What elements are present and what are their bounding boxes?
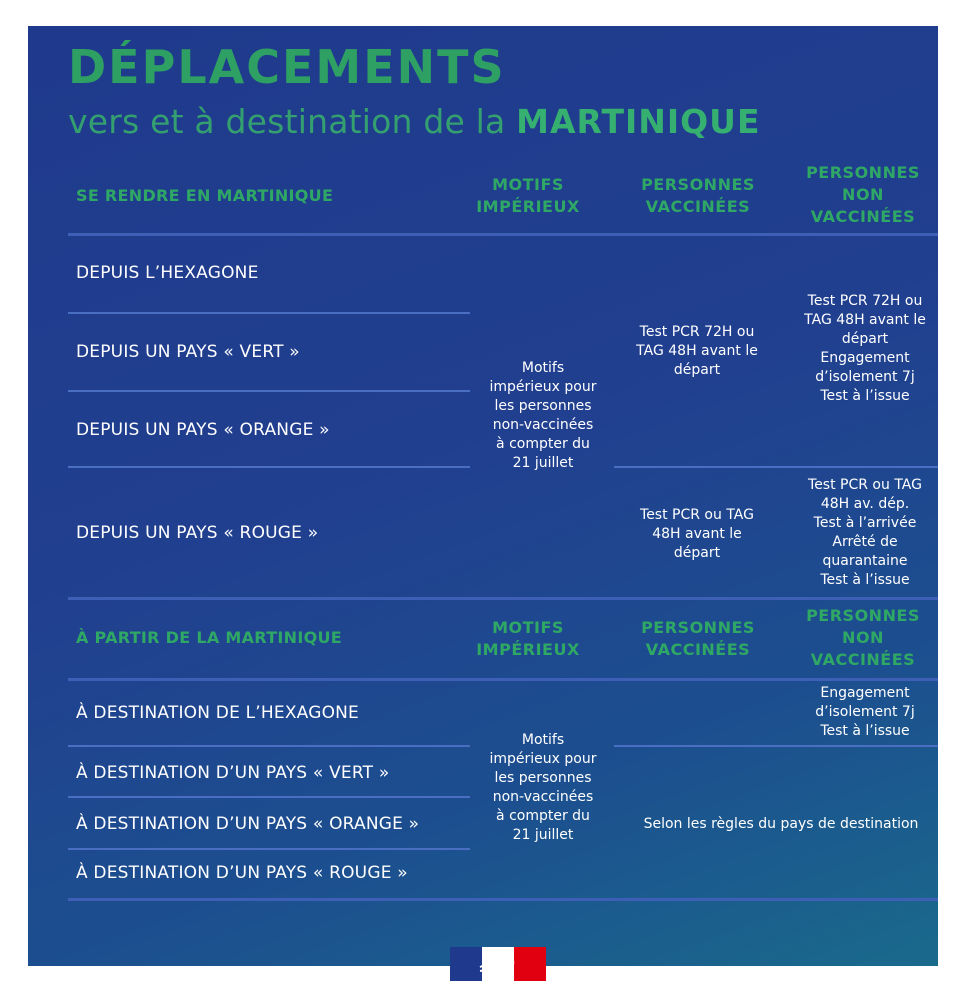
section2-nonvacc-hexagone-cell (790, 684, 940, 741)
section2-col-vacc-line1: PERSONNES (641, 618, 755, 637)
subtitle-emphasis: MARTINIQUE (516, 102, 761, 141)
cell-line: quarantaine (822, 553, 908, 569)
cell-line: Test à l’issue (820, 572, 910, 588)
cell-line: Motifs (521, 732, 565, 748)
subtitle-prefix: vers et à destination de la (68, 102, 517, 141)
section2-col-nonvacc-line1: PERSONNES (806, 606, 920, 625)
row-divider (68, 745, 470, 747)
flag-blue-band (450, 947, 482, 981)
section1-col-nonvacc-line1: PERSONNES (806, 163, 920, 182)
cell-line: 21 juillet (512, 827, 574, 843)
cell-line: départ (673, 362, 721, 378)
section1-col-nonvacc-line3: VACCINÉES (810, 207, 916, 226)
cell-line: à compter du (496, 808, 590, 824)
section1-vacc-red-cell (622, 506, 772, 563)
row-divider (68, 390, 470, 392)
cell-line: Engagement (820, 350, 910, 366)
flag-red-band (514, 947, 546, 981)
row-depuis-vert: DEPUIS UN PAYS « VERT » (76, 342, 300, 362)
section2-col-nonvacc-line3: VACCINÉES (810, 650, 916, 669)
cell-line: Engagement (820, 685, 910, 701)
row-destination-vert: À DESTINATION D’UN PAYS « VERT » (76, 763, 390, 783)
page-title: DÉPLACEMENTS (68, 40, 506, 94)
cell-line: Test PCR 72H ou (639, 324, 755, 340)
table-bottom-divider (68, 898, 938, 901)
section1-heading: SE RENDRE EN MARTINIQUE (76, 186, 334, 205)
poster (28, 26, 938, 966)
section2-header-divider (68, 678, 938, 681)
section1-vacc-green-cell (622, 323, 772, 380)
section2-col-vaccinated (628, 617, 768, 661)
section1-col-vaccinated (628, 174, 768, 218)
cell-line: à compter du (496, 436, 590, 452)
cell-line: TAG 48H avant le (636, 343, 758, 359)
row-destination-hexagone: À DESTINATION DE L’HEXAGONE (76, 703, 360, 723)
row-destination-rouge: À DESTINATION D’UN PAYS « ROUGE » (76, 863, 408, 883)
cell-line: Motifs (521, 360, 565, 376)
row-divider (68, 848, 470, 850)
page-subtitle (68, 102, 761, 141)
cell-line: d’isolement 7j (815, 704, 915, 720)
row-depuis-rouge: DEPUIS UN PAYS « ROUGE » (76, 523, 319, 543)
cell-line: les personnes (494, 398, 592, 414)
section2-col-motifs-line2: IMPÉRIEUX (476, 640, 580, 659)
cell-line: départ (673, 545, 721, 561)
section2-col-motifs (468, 617, 588, 661)
section-divider (68, 597, 938, 600)
cell-line: impérieux pour (489, 379, 597, 395)
section1-nonvacc-red-cell (790, 476, 940, 590)
row-divider (68, 796, 470, 798)
cell-line: Test à l’issue (820, 388, 910, 404)
row-divider (68, 466, 470, 468)
cell-line: les personnes (494, 770, 592, 786)
cell-line: 21 juillet (512, 455, 574, 471)
section1-col-motifs-line2: IMPÉRIEUX (476, 197, 580, 216)
row-divider (614, 466, 938, 468)
cell-line: impérieux pour (489, 751, 597, 767)
cell-line: d’isolement 7j (815, 369, 915, 385)
section2-col-vacc-line2: VACCINÉES (645, 640, 751, 659)
section1-col-vacc-line2: VACCINÉES (645, 197, 751, 216)
row-divider (614, 745, 938, 747)
section1-col-motifs-line1: MOTIFS (492, 175, 564, 194)
cell-line: non-vaccinées (492, 417, 594, 433)
row-divider (68, 312, 470, 314)
cell-line: Test PCR 72H ou (807, 293, 923, 309)
section1-col-nonvacc-line2: NON (842, 185, 884, 204)
section2-motifs-cell (473, 731, 613, 845)
cell-line: Test PCR ou TAG (640, 507, 754, 523)
row-destination-orange: À DESTINATION D’UN PAYS « ORANGE » (76, 814, 420, 834)
section2-col-nonvacc-line2: NON (842, 628, 884, 647)
section2-col-motifs-line1: MOTIFS (492, 618, 564, 637)
cell-line: Test PCR ou TAG (808, 477, 922, 493)
section2-rules-cell: Selon les règles du pays de destination (643, 816, 919, 832)
cell-line: Test à l’arrivée (813, 515, 917, 531)
cell-line: 48H av. dép. (820, 496, 910, 512)
cell-line: non-vaccinées (492, 789, 594, 805)
section1-col-vacc-line1: PERSONNES (641, 175, 755, 194)
cell-line: Arrêté de (832, 534, 898, 550)
section1-nonvacc-green-cell (790, 292, 940, 406)
section1-header-divider (68, 233, 938, 236)
cell-line: 48H avant le (652, 526, 742, 542)
section1-col-motifs (468, 174, 588, 218)
section1-motifs-cell (473, 359, 613, 473)
section2-col-nonvaccinated (793, 605, 933, 671)
section2-heading: À PARTIR DE LA MARTINIQUE (76, 628, 343, 647)
row-depuis-hexagone: DEPUIS L’HEXAGONE (76, 263, 259, 283)
cell-line: TAG 48H avant le (804, 312, 926, 328)
section1-col-nonvaccinated (793, 162, 933, 228)
marianne-logo (450, 947, 546, 981)
cell-line: Test à l’issue (820, 723, 910, 739)
row-depuis-orange: DEPUIS UN PAYS « ORANGE » (76, 420, 330, 440)
cell-line: départ (841, 331, 889, 347)
